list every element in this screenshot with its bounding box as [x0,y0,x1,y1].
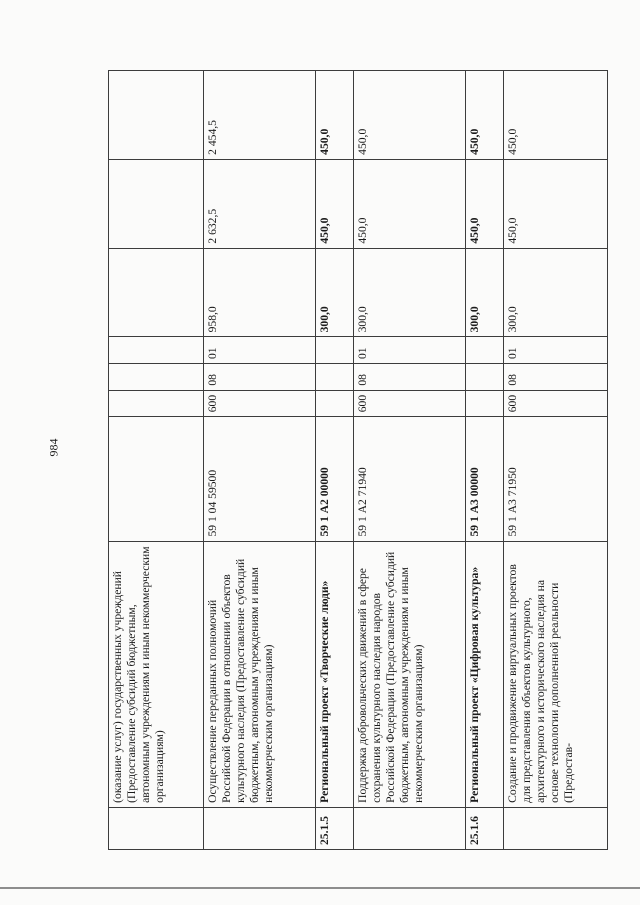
amount-year-2-cell: 450,0 [466,159,504,248]
expense-type-cell [316,390,354,417]
row-number-cell: 25.1.6 [466,807,504,849]
target-article-code-cell: 59 1 04 59500 [204,417,316,541]
item-name-cell: (оказание услуг) государственных учреждений (Предоставление субсидий бюджетным, автономным учреждениям и иным некоммерческим организациям) [109,541,204,807]
subsection-cell: 01 [354,337,466,364]
table-row [204,71,316,850]
amount-year-3-cell: 2 454,5 [204,71,316,160]
row-number-cell: 25.1.5 [316,807,354,849]
section-cell [316,364,354,391]
section-cell [109,364,204,391]
item-name-cell: Осуществление переданных полномочий Российской Федерации в отношении объектов культурного наследия (Предоставление субсидий бюджетным, автономным учреждениям и иным некоммерческим организациям) [204,541,316,807]
amount-year-3-cell: 450,0 [466,71,504,160]
amount-year-3-cell: 450,0 [354,71,466,160]
table-row-project [466,71,504,850]
amount-year-1-cell: 300,0 [504,248,608,337]
row-number-cell [354,807,466,849]
target-article-code-cell: 59 1 А2 00000 [316,417,354,541]
table-row [354,71,466,850]
amount-year-2-cell: 2 632,5 [204,159,316,248]
amount-year-1-cell: 300,0 [466,248,504,337]
page-bottom-edge [0,887,640,889]
amount-year-3-cell: 450,0 [504,71,608,160]
row-number-cell [204,807,316,849]
expense-type-cell [466,390,504,417]
amount-year-1-cell: 300,0 [354,248,466,337]
section-cell: 08 [204,364,316,391]
subsection-cell [109,337,204,364]
target-article-code-cell: 59 1 А3 71950 [504,417,608,541]
subsection-cell [466,337,504,364]
expense-type-cell: 600 [354,390,466,417]
amount-year-2-cell: 450,0 [504,159,608,248]
table-row [109,71,204,850]
subsection-cell: 01 [504,337,608,364]
amount-year-1-cell [109,248,204,337]
target-article-code-cell [109,417,204,541]
section-cell: 08 [504,364,608,391]
page-number: 984 [46,438,61,457]
target-article-code-cell: 59 1 А2 71940 [354,417,466,541]
amount-year-2-cell: 450,0 [316,159,354,248]
table-row [504,71,608,850]
amount-year-1-cell: 958,0 [204,248,316,337]
subsection-cell [316,337,354,364]
row-number-cell [504,807,608,849]
section-cell [466,364,504,391]
expense-type-cell: 600 [204,390,316,417]
target-article-code-cell: 59 1 А3 00000 [466,417,504,541]
amount-year-1-cell: 300,0 [316,248,354,337]
subsection-cell: 01 [204,337,316,364]
item-name-cell: Региональный проект «Цифровая культура» [466,541,504,807]
item-name-cell: Создание и продвижение виртуальных проектов для представления объектов культурного, архитектурного и исторического наследия на основе технологии дополненной реальности (Предостав- [504,541,608,807]
amount-year-3-cell [109,71,204,160]
expense-type-cell: 600 [504,390,608,417]
amount-year-2-cell: 450,0 [354,159,466,248]
row-number-cell [109,807,204,849]
item-name-cell: Региональный проект «Творческие люди» [316,541,354,807]
amount-year-2-cell [109,159,204,248]
item-name-cell: Поддержка добровольческих движений в сфере сохранения культурного наследия народов Российской Федерации (Предоставление субсидий бюджетным, автономным учреждениям и иным некоммерческим организациям) [354,541,466,807]
section-cell: 08 [354,364,466,391]
table-row-project [316,71,354,850]
budget-table [108,70,608,850]
amount-year-3-cell: 450,0 [316,71,354,160]
expense-type-cell [109,390,204,417]
rotated-table-container [108,70,594,850]
